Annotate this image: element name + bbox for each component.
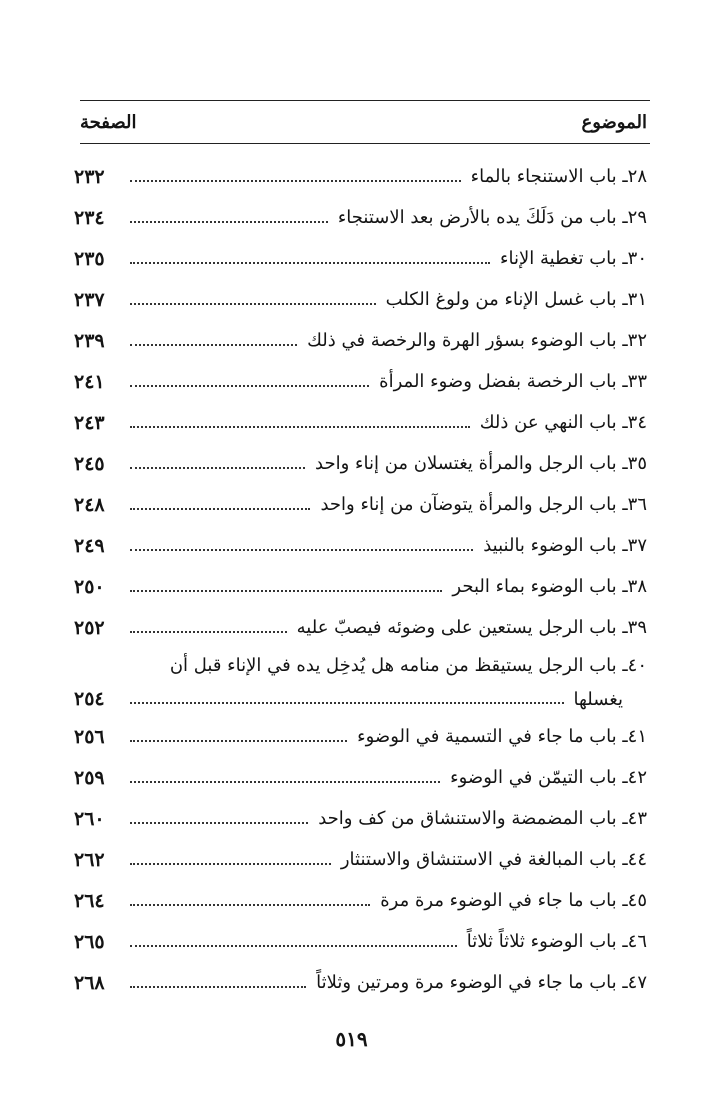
toc-entry-page: ٢٥٢	[74, 616, 105, 639]
dot-leader	[130, 385, 369, 387]
toc-entry-title: ٣٧ـ باب الوضوء بالنبيذ	[483, 535, 647, 556]
toc-entry-title: ٤٦ـ باب الوضوء ثلاثاً ثلاثاً	[466, 931, 647, 952]
toc-entry-title: ٣٢ـ باب الوضوء بسؤر الهرة والرخصة في ذلك	[307, 330, 647, 351]
toc-entry-title: ٤٥ـ باب ما جاء في الوضوء مرة مرة	[380, 890, 647, 911]
toc-entry-title-continuation: يغسلها	[573, 688, 623, 710]
toc-entry-page: ٢٣٢	[74, 165, 105, 188]
toc-entry[interactable]	[74, 156, 647, 197]
toc-entry[interactable]	[74, 839, 647, 880]
toc-entry[interactable]	[74, 361, 647, 402]
toc-entry[interactable]	[74, 880, 647, 921]
table-of-contents	[74, 156, 647, 1003]
dot-leader	[130, 904, 370, 906]
dot-leader	[130, 426, 470, 428]
toc-entry-page: ٢٦٨	[74, 971, 105, 994]
toc-entry[interactable]	[74, 962, 647, 1003]
toc-entry[interactable]	[74, 716, 647, 757]
page-number: ٥١٩	[335, 1027, 368, 1051]
toc-entry[interactable]	[74, 757, 647, 798]
toc-entry[interactable]	[74, 921, 647, 962]
dot-leader	[130, 945, 457, 947]
top-rule	[80, 100, 650, 101]
dot-leader	[130, 822, 308, 824]
toc-entry-title: ٤٣ـ باب المضمضة والاستنشاق من كف واحد	[318, 808, 647, 829]
toc-entry-page: ٢٤١	[74, 370, 105, 393]
toc-entry-page: ٢٣٩	[74, 329, 105, 352]
page-column-header: الصفحة	[80, 112, 137, 133]
toc-entry[interactable]	[74, 402, 647, 443]
toc-entry-title: ٣٦ـ باب الرجل والمرأة يتوضآن من إناء واحد	[320, 494, 647, 515]
dot-leader	[130, 549, 473, 551]
toc-entry-title: ٣٩ـ باب الرجل يستعين على وضوئه فيصبّ عليه	[296, 617, 647, 638]
toc-entry[interactable]	[74, 607, 647, 648]
dot-leader	[130, 467, 305, 469]
toc-entry[interactable]	[74, 238, 647, 279]
toc-entry[interactable]	[74, 798, 647, 839]
dot-leader	[130, 262, 490, 264]
dot-leader	[130, 631, 287, 633]
dot-leader	[130, 986, 306, 988]
toc-entry[interactable]	[74, 443, 647, 484]
toc-entry-page: ٢٣٧	[74, 288, 105, 311]
toc-entry[interactable]	[74, 320, 647, 361]
toc-entry-page: ٢٤٩	[74, 534, 105, 557]
toc-entry[interactable]	[74, 279, 647, 320]
toc-entry[interactable]	[74, 197, 647, 238]
dot-leader	[130, 221, 328, 223]
toc-entry-title: ٤٢ـ باب التيمّن في الوضوء	[450, 767, 647, 788]
toc-entry-page: ٢٦٤	[74, 889, 105, 912]
dot-leader	[130, 344, 297, 346]
toc-entry-title: ٣٣ـ باب الرخصة بفضل وضوء المرأة	[379, 371, 647, 392]
dot-leader	[130, 303, 376, 305]
toc-entry-title: ٢٨ـ باب الاستنجاء بالماء	[470, 166, 647, 187]
topic-column-header: الموضوع	[581, 112, 647, 133]
toc-entry-page: ٢٥٦	[74, 725, 105, 748]
dot-leader	[130, 781, 440, 783]
toc-entry-title: ٤١ـ باب ما جاء في التسمية في الوضوء	[357, 726, 647, 747]
toc-entry-title: ٣٠ـ باب تغطية الإناء	[500, 248, 647, 269]
toc-entry-page: ٢٦٠	[74, 807, 105, 830]
header-rule	[80, 143, 650, 144]
toc-entry-page: ٢٤٥	[74, 452, 105, 475]
dot-leader	[130, 702, 564, 704]
toc-entry-title: ٣٤ـ باب النهي عن ذلك	[479, 412, 647, 433]
toc-entry[interactable]	[74, 484, 647, 525]
toc-entry-title: ٣٨ـ باب الوضوء بماء البحر	[452, 576, 647, 597]
toc-entry-title: ٤٧ـ باب ما جاء في الوضوء مرة ومرتين وثلاثاً	[316, 972, 647, 993]
dot-leader	[130, 863, 331, 865]
toc-entry-title: ٢٩ـ باب من دَلَكَ يده بالأرض بعد الاستنجاء	[337, 207, 647, 228]
toc-entry[interactable]	[74, 525, 647, 566]
toc-entry[interactable]	[74, 648, 647, 682]
toc-entry-page: ٢٤٣	[74, 411, 105, 434]
toc-entry-page: ٢٦٢	[74, 848, 105, 871]
toc-entry-page: ٢٥٩	[74, 766, 105, 789]
toc-entry-page: ٢٦٥	[74, 930, 105, 953]
dot-leader	[130, 740, 347, 742]
dot-leader	[130, 590, 442, 592]
toc-entry-continuation[interactable]	[74, 682, 647, 716]
toc-entry-title: ٣١ـ باب غسل الإناء من ولوغ الكلب	[385, 289, 647, 310]
dot-leader	[130, 508, 310, 510]
toc-entry-page: ٢٥٤	[74, 688, 105, 710]
toc-entry-title: ٣٥ـ باب الرجل والمرأة يغتسلان من إناء واحد	[315, 453, 647, 474]
toc-entry-page: ٢٤٨	[74, 493, 105, 516]
toc-entry[interactable]	[74, 566, 647, 607]
toc-entry-page: ٢٥٠	[74, 575, 105, 598]
toc-entry-title: ٤٤ـ باب المبالغة في الاستنشاق والاستنثار	[340, 849, 647, 870]
dot-leader	[130, 180, 461, 182]
toc-entry-title: ٤٠ـ باب الرجل يستيقظ من منامه هل يُدخِل يده في الإناء قبل أن	[169, 654, 647, 676]
toc-entry-page: ٢٣٥	[74, 247, 105, 270]
toc-entry-page: ٢٣٤	[74, 206, 105, 229]
